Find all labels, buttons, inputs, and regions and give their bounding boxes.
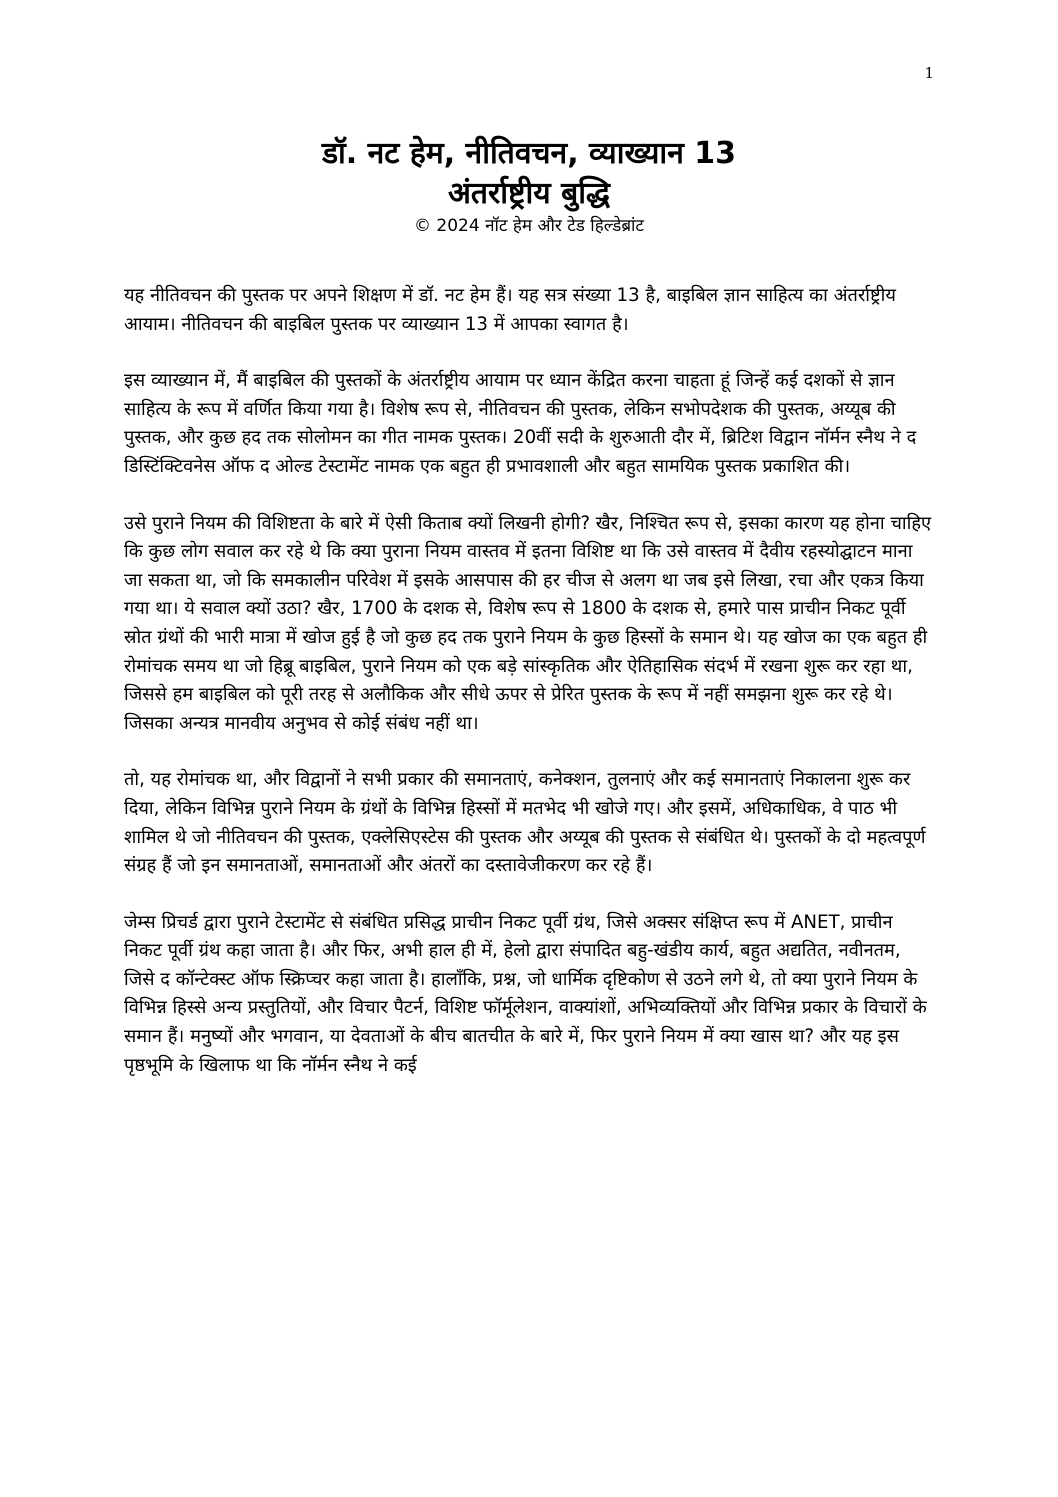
paragraph: इस व्याख्यान में, मैं बाइबिल की पुस्तकों के अंतर्राष्ट्रीय आयाम पर ध्यान केंद्रित करना चाहता हूं जिन्हें कई दशकों से ज्ञान साहित्य के रूप में वर्णित किया गया है। विशेष रूप से, नीतिवचन की पुस्तक, लेकिन सभोपदेशक की पुस्तक, अय्यूब की पुस्तक, और कुछ हद तक सोलोमन का गीत नामक पुस्तक। 20वीं सदी के शुरुआती दौर में, ब्रिटिश विद्वान नॉर्मन स्नैथ ने द डिस्टिंक्टिवनेस ऑफ द ओल्ड टेस्टामेंट नामक एक बहुत ही प्रभावशाली और बहुत सामयिक पुस्तक प्रकाशित की। — [124, 370, 917, 477]
paragraph: जेम्स प्रिचर्ड द्वारा पुराने टेस्टामेंट से संबंधित प्रसिद्ध प्राचीन निकट पूर्वी ग्रंथ, जिसे अक्सर संक्षिप्त रूप में ANET, प्राचीन निकट पूर्वी ग्रंथ कहा जाता है। और फिर, अभी हाल ही में, हेलो द्वारा संपादित बहु-खंडीय कार्य, बहुत अद्यतित, नवीनतम, जिसे द कॉन्टेक्स्ट ऑफ स्क्रिप्चर कहा जाता है। हालाँकि, प्रश्न, जो धार्मिक दृष्टिकोण से उठने लगे थे, तो क्या पुराने नियम के विभिन्न हिस्से अन्य प्रस्तुतियों, और विचार पैटर्न, विशिष्ट फॉर्मूलेशन, वाक्यांशों, अभिव्यक्तियों और विभिन्न प्रकार के विचारों के समान हैं। मनुष्यों और भगवान, या देवताओं के बीच बातचीत के बारे में, फिर पुराने नियम में क्या खास था? और यह इस पृष्ठभूमि के खिलाफ था कि नॉर्मन स्नैथ ने कई — [124, 911, 927, 1076]
copyright-line: © 2024 नॉट हेम और टेड हिल्डेब्रांट — [414, 216, 644, 236]
title-block — [122, 134, 936, 238]
paragraph: उसे पुराने नियम की विशिष्टता के बारे में ऐसी किताब क्यों लिखनी होगी? खैर, निश्चित रूप से, इसका कारण यह होना चाहिए कि कुछ लोग सवाल कर रहे थे कि क्या पुराना नियम वास्तव में इतना विशिष्ट था कि उसे वास्तव में दैवीय रहस्योद्घाटन माना जा सकता था, जो कि समकालीन परिवेश में इसके आसपास की हर चीज से अलग था जब इसे लिखा, रचा और एकत्र किया गया था। ये सवाल क्यों उठा? खैर, 1700 के दशक से, विशेष रूप से 1800 के दशक से, हमारे पास प्राचीन निकट पूर्वी स्रोत ग्रंथों की भारी मात्रा में खोज हुई है जो कुछ हद तक पुराने नियम के कुछ हिस्सों के समान थे। यह खोज का एक बहुत ही रोमांचक समय था जो हिब्रू बाइबिल, पुराने नियम को एक बड़े सांस्कृतिक और ऐतिहासिक संदर्भ में रखना शुरू कर रहा था, जिससे हम बाइबिल को पूरी तरह से अलौकिक और सीधे ऊपर से प्रेरित पुस्तक के रूप में नहीं समझना शुरू कर रहे थे। जिसका अन्यत्र मानवीय अनुभव से कोई संबंध नहीं था। — [124, 512, 932, 734]
lecture-title: डॉ. नट हेम, नीतिवचन, व्याख्यान 13 — [321, 136, 737, 171]
paragraph: यह नीतिवचन की पुस्तक पर अपने शिक्षण में डॉ. नट हेम हैं। यह सत्र संख्या 13 है, बाइबिल ज्ञान साहित्य का अंतर्राष्ट्रीय आयाम। नीतिवचन की बाइबिल पुस्तक पर व्याख्यान 13 में आपका स्वागत है। — [124, 285, 896, 335]
lecture-subtitle: अंतर्राष्ट्रीय बुद्धि — [447, 176, 611, 211]
page-number: 1 — [924, 64, 934, 82]
paragraph: तो, यह रोमांचक था, और विद्वानों ने सभी प्रकार की समानताएं, कनेक्शन, तुलनाएं और कई समानताएं निकालना शुरू कर दिया, लेकिन विभिन्न पुराने नियम के ग्रंथों के विभिन्न हिस्सों में मतभेद भी खोजे गए। और इसमें, अधिकाधिक, वे पाठ भी शामिल थे जो नीतिवचन की पुस्तक, एक्लेसिएस्टेस की पुस्तक और अय्यूब की पुस्तक से संबंधित थे। पुस्तकों के दो महत्वपूर्ण संग्रह हैं जो इन समानताओं, समानताओं और अंतरों का दस्तावेजीकरण कर रहे हैं। — [124, 769, 926, 877]
body-text — [124, 282, 936, 1108]
